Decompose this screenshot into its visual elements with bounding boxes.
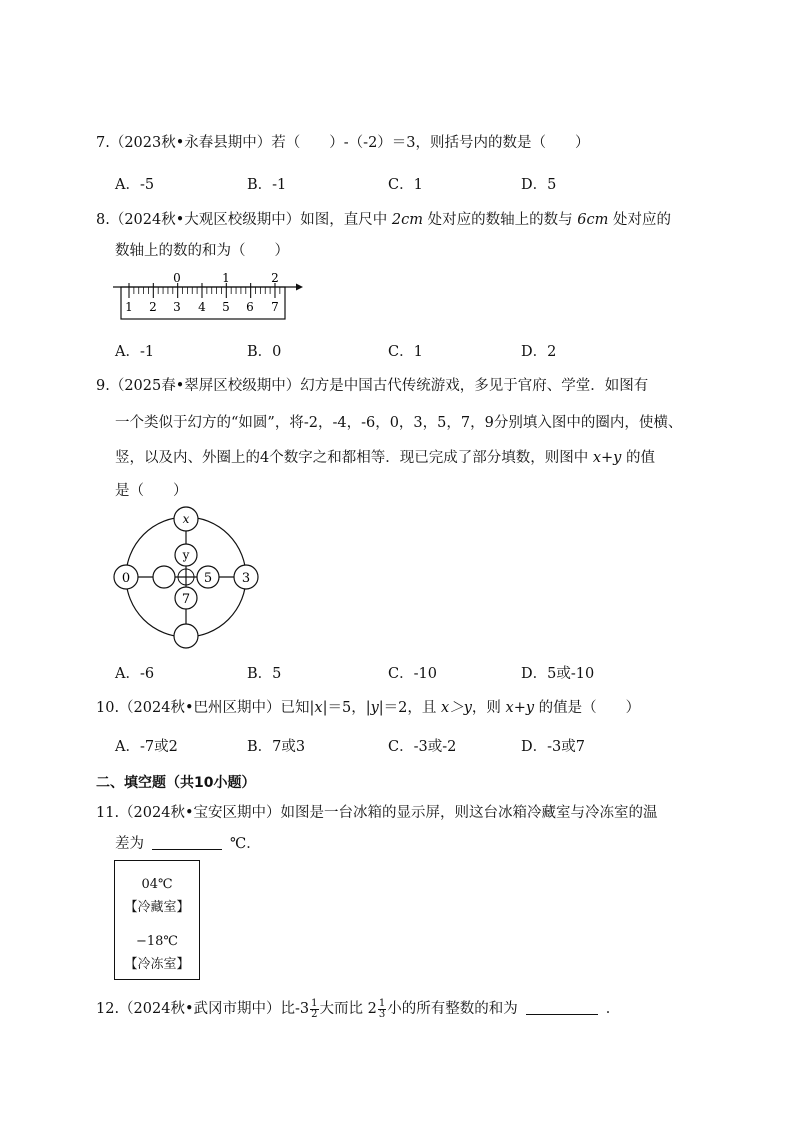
q8-stem-text-b: 处对应的数轴上的数与 [427,212,573,228]
q7-option-c[interactable]: C．1 [388,177,423,193]
axis-label-2: 2 [271,271,279,285]
axis-label-1: 1 [222,271,230,285]
q8-stem-text-c: 处对应的 [612,212,671,228]
q12-text-d: ． [605,1001,621,1017]
q12-fraction-1 [310,999,318,1020]
q9-stem-line1: 9.（2025春•翠屏区校级期中）幻方是中国古代传统游戏，多见于官府、学堂．如图有 [96,378,649,394]
section-heading-fill-in: 二、填空题（共10小题） [96,775,256,791]
q9-stem-text-a: 竖，以及内、外圈上的4个数字之和都相等．现已完成了部分填数，则图中 [115,450,589,466]
ruler-label-4: 4 [198,300,206,314]
fridge-temp-freezer: −18℃ [136,934,178,949]
q12-fraction-2 [378,999,386,1020]
q9-option-b[interactable]: B．5 [247,666,282,682]
q12-text-c: 小的所有整数的和为 [387,1001,518,1017]
number-line-arrow-icon [296,284,303,291]
q10-text-c: |＝2，且 [378,700,437,716]
q7-option-b[interactable]: B．-1 [247,177,287,193]
q10-option-b[interactable]: B．7或3 [247,739,306,755]
q7-stem: 7.（2023秋•永春县期中）若（ ）-（-2）＝3，则括号内的数是（ ） [96,135,590,151]
q8-unit-6cm: 6cm [577,212,609,228]
q7-option-a[interactable]: A．-5 [115,177,155,193]
q12-text-b: 大而比 2 [319,1001,377,1017]
q8-option-b[interactable]: B．0 [247,344,282,360]
q9-stem-line4: 是（ ） [115,483,188,499]
node-inner-left [153,566,175,588]
q8-option-c[interactable]: C．1 [388,344,423,360]
q9-expression: x+y [592,450,622,466]
ruler-label-5: 5 [222,300,230,314]
label-0: 0 [121,571,131,586]
q10-option-d[interactable]: D．-3或7 [521,739,585,755]
q9-option-c[interactable]: C．-10 [388,666,437,682]
q10-stem [96,698,640,718]
q12-stem [96,996,620,1022]
label-3: 3 [241,571,251,586]
q10-var-x: x [314,700,323,716]
q12-frac1-denominator: 2 [311,1008,318,1020]
q11-stem-line1: 11.（2024秋•宝安区期中）如图是一台冰箱的显示屏，则这台冰箱冷藏室与冷冻室的温 [96,805,658,821]
fridge-display-panel [114,860,200,980]
axis-label-0: 0 [173,271,181,285]
q9-stem-line2: 一个类似于幻方的“如圆”，将-2，-4，-6，0，3，5，7，9分别填入图中的圈内，使横、 [115,415,683,431]
q12-frac2-denominator: 3 [378,1008,386,1020]
q8-unit-2cm: 2cm [391,212,424,228]
q10-text-b: |＝5，| [322,700,371,716]
q10-option-c[interactable]: C．-3或-2 [388,739,457,755]
q9-stem-text-b: 的值 [625,450,655,466]
q8-option-a[interactable]: A．-1 [115,344,155,360]
fridge-label-refrigerator: 【冷藏室】 [124,900,190,915]
q10-condition: x＞y [441,700,472,716]
fridge-temp-refrigerator: 04℃ [141,877,173,892]
q12-frac2-numerator: 1 [378,997,386,1009]
ruler-label-7: 7 [271,300,279,314]
label-5: 5 [203,571,213,586]
ruler-number-line-figure [110,270,305,326]
label-x: x [182,512,190,526]
q12-answer-blank[interactable] [526,1000,598,1015]
q8-stem-text-a: 8.（2024秋•大观区校级期中）如图，直尺中 [96,212,388,228]
q10-text-d: ，则 [471,700,501,716]
q10-text-e: 的值是（ ） [538,700,641,716]
ruler-label-1: 1 [125,300,133,314]
ruler-label-2: 2 [149,300,157,314]
q8-stem-line2: 数轴上的数的和为（ ） [115,243,289,259]
q9-option-a[interactable]: A．-6 [115,666,155,682]
q12-frac1-numerator: 1 [311,997,318,1009]
node-bottom [174,624,198,648]
q11-text-a: 差为 [115,836,144,852]
label-y: y [182,548,190,562]
ruler-label-6: 6 [246,300,254,314]
q10-expression: x+y [505,700,535,716]
q7-option-d[interactable]: D．5 [521,177,557,193]
ruler-label-3: 3 [173,300,181,314]
q9-option-d[interactable]: D．5或-10 [521,666,595,682]
q10-var-y: y [370,700,379,716]
q10-option-a[interactable]: A．-7或2 [115,739,178,755]
q11-answer-blank[interactable] [152,835,222,850]
q11-stem-line2 [115,834,261,854]
q12-text-a: 12.（2024秋•武冈市期中）比-3 [96,1001,310,1017]
q8-option-d[interactable]: D．2 [521,344,557,360]
q8-stem-line1 [96,210,671,230]
ruler-ticks [129,283,280,298]
magic-circle-figure [112,505,262,653]
q10-text-a: 10.（2024秋•巴州区期中）已知| [96,700,315,716]
label-7: 7 [181,592,191,607]
fridge-label-freezer: 【冷冻室】 [124,957,190,972]
q11-text-b: ℃． [230,836,261,852]
q9-stem-line3 [115,448,655,468]
